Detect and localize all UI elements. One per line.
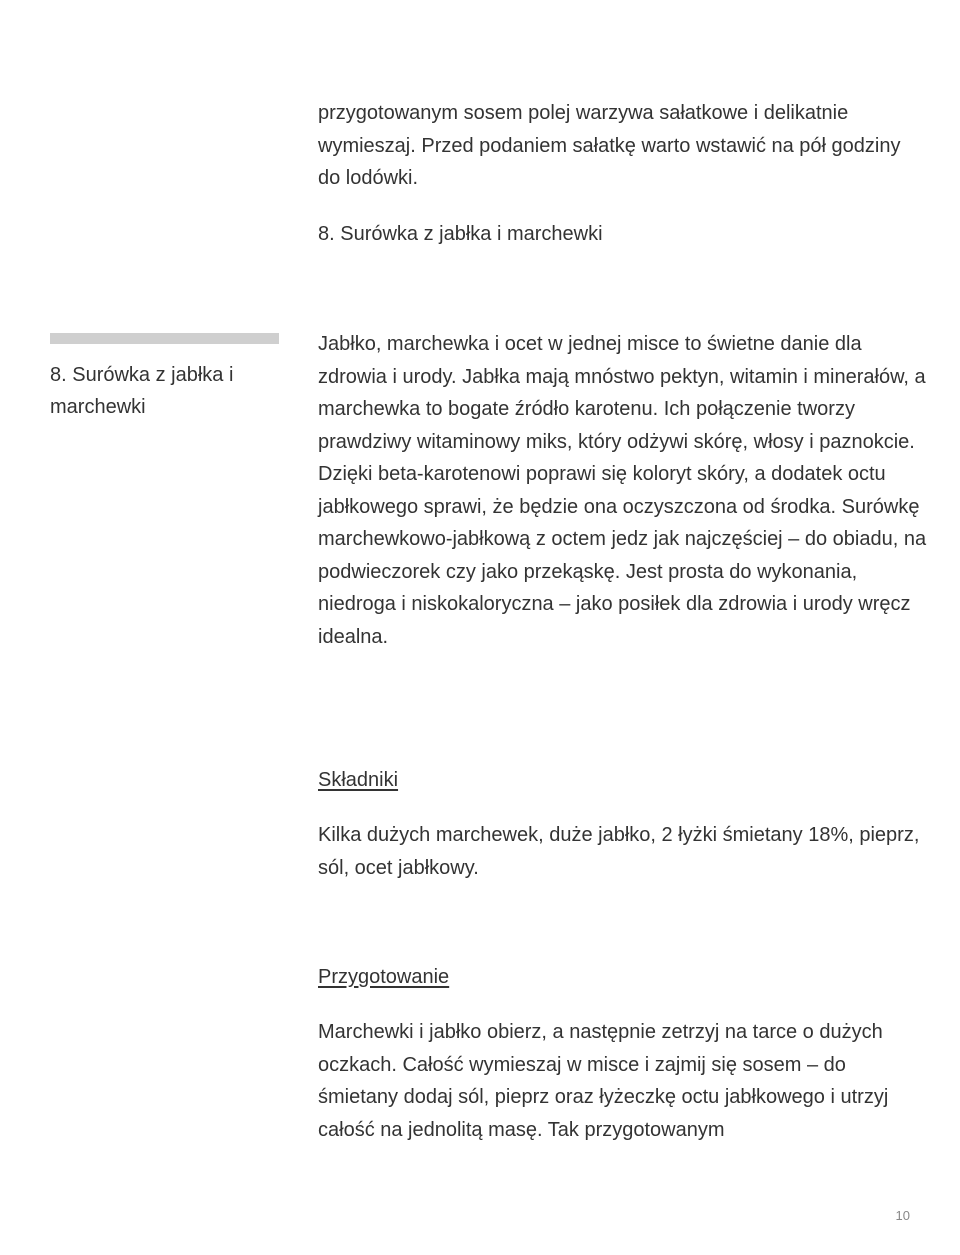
section-heading: 8. Surówka z jabłka i marchewki — [318, 223, 603, 245]
page-number: 10 — [895, 1208, 910, 1223]
preparation-heading: Przygotowanie — [318, 966, 450, 988]
ingredients-text: Kilka dużych marchewek, duże jabłko, 2 łyżki śmietany 18%, pieprz, sól, ocet jabłkowy. — [318, 824, 920, 879]
ingredients-heading: Składniki — [318, 769, 399, 791]
intro-paragraph: Jabłko, marchewka i ocet w jednej misce to świetne danie dla zdrowia i urody. Jabłka mają mnóstwo pektyn, witamin i minerałów, a marchewka to bogate źródło karotenu. Ich połączenie tworzy prawdziwy witaminowy miks, który odżywi skórę, włosy i paznokcie. Dzięki beta-karotenowi poprawi się koloryt skóry, a dodatek octu jabłkowego sprawi, że będzie ona oczyszczona od środka. Surówkę marchewkowo-jabłkową z octem jedz jak najczęściej – do obiadu, na podwieczorek czy jako przekąskę. Jest prosta do wykonania, niedroga i niskokaloryczna – jako posiłek dla zdrowia i urody wręcz idealna. — [318, 333, 927, 648]
sidebar-title: 8. Surówka z jabłka i marchewki — [50, 364, 234, 418]
lead-paragraph: przygotowanym sosem polej warzywa sałatkowe i delikatnie wymieszaj. Przed podaniem sałatkę warto wstawić na pół godziny do lodówki. — [318, 102, 901, 189]
preparation-text: Marchewki i jabłko obierz, a następnie zetrzyj na tarce o dużych oczkach. Całość wymieszaj w misce i zajmij się sosem – do śmietany dodaj sól, pieprz oraz łyżeczkę octu jabłkowego i utrzyj całość na jednolitą masę. Tak przygotowanym — [318, 1021, 889, 1141]
sidebar-accent-bar — [50, 333, 279, 344]
